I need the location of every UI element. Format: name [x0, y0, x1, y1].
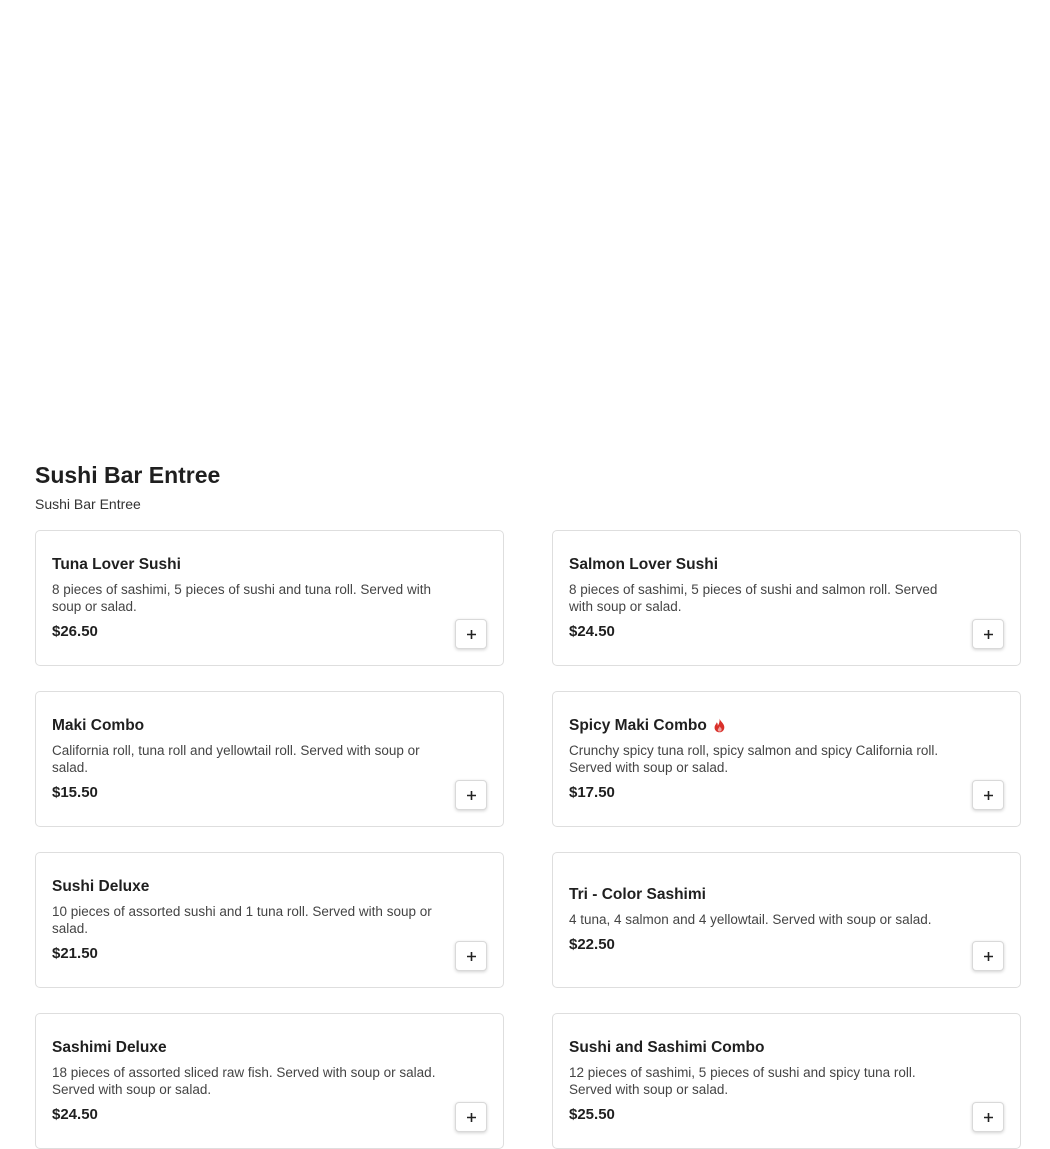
menu-item-price: $25.50 — [569, 1105, 615, 1123]
plus-icon — [466, 1112, 477, 1123]
add-item-button[interactable] — [455, 619, 487, 649]
menu-item-description: Crunchy spicy tuna roll, spicy salmon and spicy California roll. Served with soup or salad. — [569, 742, 939, 775]
menu-item-name: Tuna Lover Sushi — [52, 555, 181, 573]
plus-icon — [983, 1112, 994, 1123]
plus-icon — [466, 951, 477, 962]
plus-icon — [466, 790, 477, 801]
menu-item-price: $17.50 — [569, 783, 615, 801]
add-item-button[interactable] — [972, 780, 1004, 810]
menu-item-name-row — [569, 885, 960, 905]
menu-item-description: 12 pieces of sashimi, 5 pieces of sushi and spicy tuna roll. Served with soup or salad. — [569, 1064, 916, 1097]
menu-item-card[interactable] — [552, 691, 1021, 827]
menu-item-card[interactable] — [35, 852, 504, 988]
menu-item-name-row — [52, 877, 443, 897]
menu-item-card[interactable] — [35, 530, 504, 666]
menu-item-name-row — [52, 555, 443, 575]
menu-item-name-row — [52, 1038, 443, 1058]
menu-item-name: Sushi Deluxe — [52, 877, 150, 895]
menu-item-price: $21.50 — [52, 944, 98, 962]
add-item-button[interactable] — [455, 780, 487, 810]
menu-item-name: Salmon Lover Sushi — [569, 555, 719, 573]
menu-item-name-row — [569, 1038, 960, 1058]
menu-item-description: 8 pieces of sashimi, 5 pieces of sushi and tuna roll. Served with soup or salad. — [52, 581, 431, 614]
fire-icon — [713, 718, 726, 733]
add-item-button[interactable] — [455, 1102, 487, 1132]
menu-item-price: $26.50 — [52, 622, 98, 640]
menu-section — [35, 458, 1021, 1123]
section-subtitle: Sushi Bar Entree — [35, 496, 141, 512]
plus-icon — [466, 629, 477, 640]
menu-item-card[interactable] — [552, 1013, 1021, 1149]
menu-item-price: $22.50 — [569, 936, 615, 953]
menu-item-name-row — [569, 555, 960, 575]
plus-icon — [983, 790, 994, 801]
menu-item-name: Maki Combo — [52, 716, 145, 734]
plus-icon — [983, 951, 994, 962]
plus-icon — [983, 629, 994, 640]
menu-item-description: 18 pieces of assorted sliced raw fish. Served with soup or salad. Served with soup or salad. — [52, 1064, 436, 1097]
menu-item-name-row — [569, 716, 960, 736]
menu-item-name: Tri - Color Sashimi — [569, 886, 706, 903]
menu-item-name-row — [52, 716, 443, 736]
menu-item-name: Sashimi Deluxe — [52, 1038, 167, 1056]
menu-item-card[interactable] — [35, 691, 504, 827]
menu-item-description: 4 tuna, 4 salmon and 4 yellowtail. Served with soup or salad. — [569, 912, 932, 927]
menu-items-grid — [35, 530, 1021, 1149]
add-item-button[interactable] — [455, 941, 487, 971]
menu-item-name: Sushi and Sashimi Combo — [569, 1038, 765, 1056]
menu-item-price: $15.50 — [52, 783, 98, 801]
menu-item-name: Spicy Maki Combo — [569, 716, 707, 734]
section-title: Sushi Bar Entree — [35, 462, 221, 488]
menu-item-description: California roll, tuna roll and yellowtail roll. Served with soup or salad. — [52, 742, 420, 775]
menu-item-price: $24.50 — [569, 622, 615, 640]
menu-item-card[interactable] — [552, 530, 1021, 666]
add-item-button[interactable] — [972, 619, 1004, 649]
menu-item-price: $24.50 — [52, 1105, 98, 1123]
menu-item-card[interactable] — [35, 1013, 504, 1149]
add-item-button[interactable] — [972, 1102, 1004, 1132]
menu-item-description: 8 pieces of sashimi, 5 pieces of sushi and salmon roll. Served with soup or salad. — [569, 581, 938, 614]
menu-item-description: 10 pieces of assorted sushi and 1 tuna roll. Served with soup or salad. — [52, 903, 432, 936]
add-item-button[interactable] — [972, 941, 1004, 971]
menu-item-card[interactable] — [552, 852, 1021, 988]
